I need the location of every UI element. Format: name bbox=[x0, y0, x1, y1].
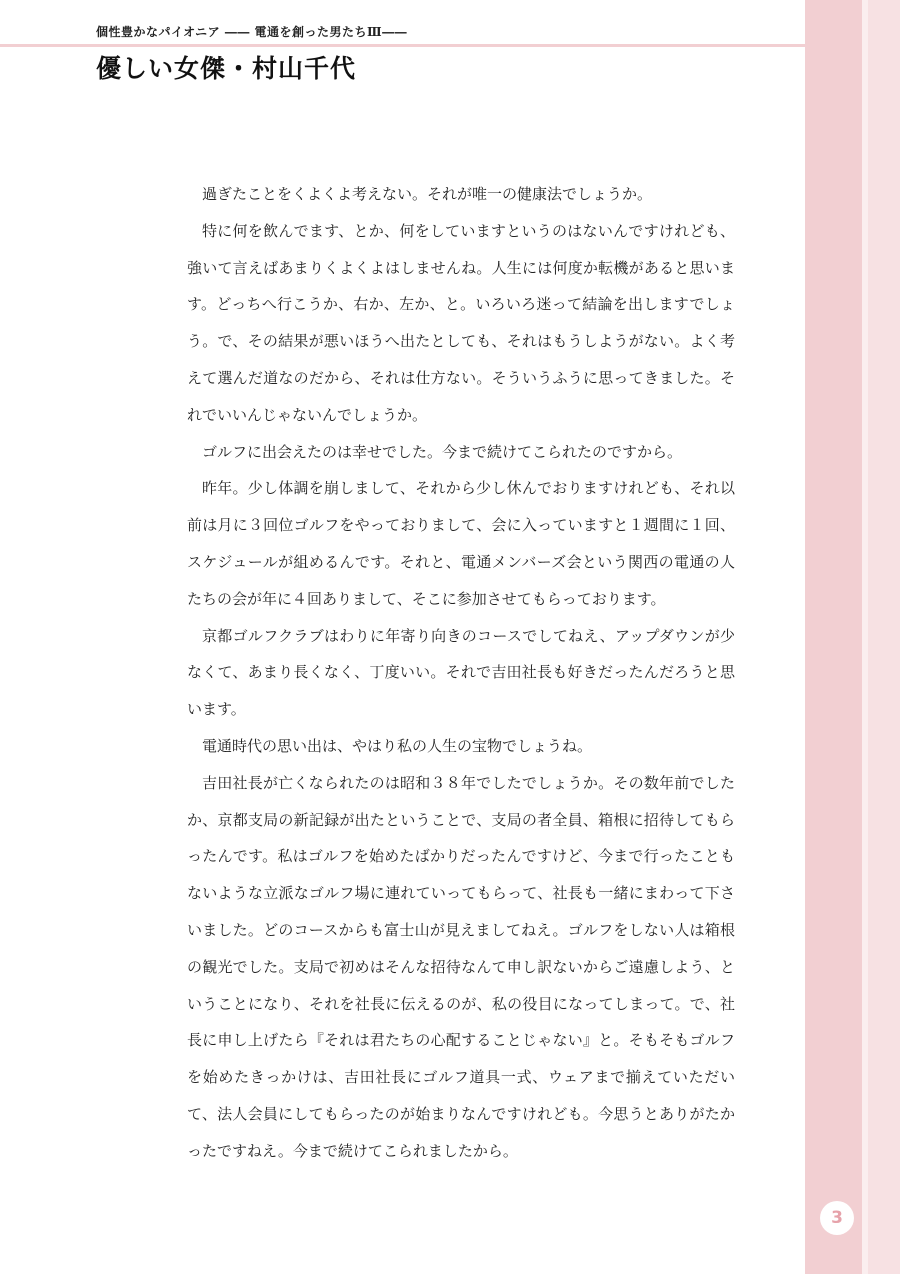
article-body bbox=[187, 176, 735, 1170]
paragraph: 吉田社長が亡くなられたのは昭和３８年でしたでしょうか。その数年前でしたか、京都支局の新記録が出たということで、支局の者全員、箱根に招待してもらったんです。私はゴルフを始めたばかりだったんですけど、今まで行ったこともないような立派なゴルフ場に連れていってもらって、社長も一緒にまわって下さいました。どのコースからも富士山が見えましてねえ。ゴルフをしない人は箱根の観光でした。支局で初めはそんな招待なんて申し訳ないからご遠慮しよう、ということになり、それを社長に伝えるのが、私の役目になってしまって。で、社長に申し上げたら『それは君たちの心配することじゃない』と。そもそもゴルフを始めたきっかけは、吉田社長にゴルフ道具一式、ウェアまで揃えていただいて、法人会員にしてもらったのが始まりなんですけれども。今思うとありがたかったですねえ。今まで続けてこられましたから。 bbox=[187, 773, 735, 1160]
paragraph: ゴルフに出会えたのは幸せでした。今まで続けてこられたのですから。 bbox=[202, 442, 683, 461]
side-margin-stripe bbox=[868, 0, 900, 1274]
paragraph: 電通時代の思い出は、やはり私の人生の宝物でしょうね。 bbox=[202, 736, 593, 755]
page-number: 3 bbox=[820, 1201, 854, 1235]
paragraph: 特に何を飲んでます、とか、何をしていますというのはないんですけれども、強いて言えばあまりくよくよはしませんね。人生には何度か転機があると思います。どっちへ行こうか、右か、左か、と。いろいろ迷って結論を出しますでしょう。で、その結果が悪いほうへ出たとしても、それはもうしようがない。よく考えて選んだ道なのだから、それは仕方ない。そういうふうに思ってきました。それでいいんじゃないんでしょうか。 bbox=[187, 221, 735, 424]
paragraph: 過ぎたことをくよくよ考えない。それが唯一の健康法でしょうか。 bbox=[202, 185, 653, 203]
paragraph: 昨年。少し体調を崩しまして、それから少し休んでおりますけれども、それ以前は月に３回位ゴルフをやっておりまして、会に入っていますと１週間に１回、スケジュールが組めるんです。それと、電通メンバーズ会という関西の電通の人たちの会が年に４回ありまして、そこに参加させてもらっております。 bbox=[187, 479, 735, 608]
paragraph: 京都ゴルフクラブはわりに年寄り向きのコースでしてねえ、アップダウンが少なくて、あまり長くなく、丁度いい。それで吉田社長も好きだったんだろうと思います。 bbox=[187, 626, 735, 719]
running-head: 個性豊かなパイオニア ―― 電通を創った男たちⅢ―― bbox=[96, 25, 408, 39]
page-title: 優しい女傑・村山千代 bbox=[96, 54, 357, 83]
header-rule bbox=[0, 44, 805, 47]
